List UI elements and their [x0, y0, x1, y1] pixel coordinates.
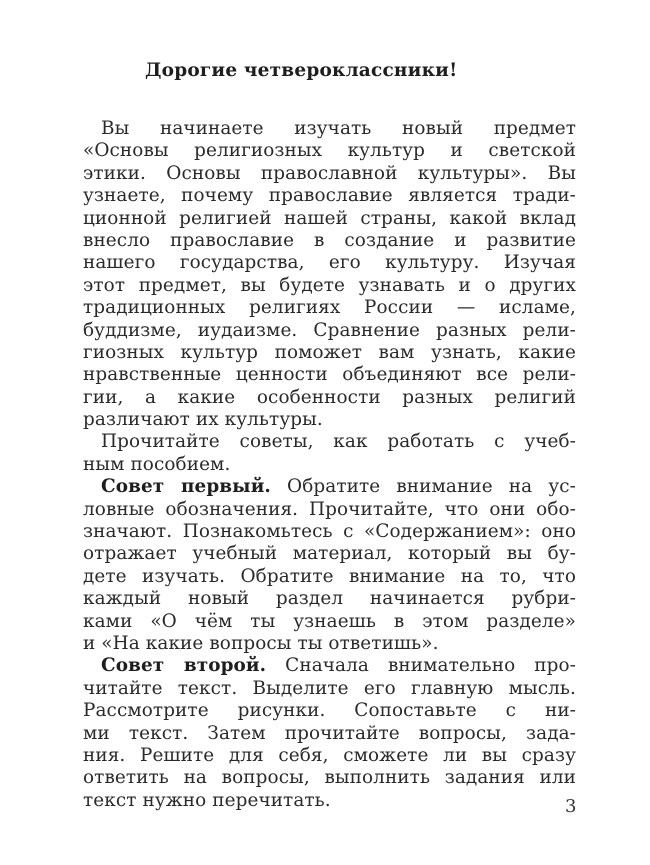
page-number: 3	[565, 796, 577, 817]
text-line: ным пособием.	[83, 453, 231, 475]
text-line: ловные обозначения. Прочитайте, что они обо-	[83, 498, 576, 520]
text-line: нашего государства, его культуру. Изучая	[83, 252, 576, 274]
text-line: значают. Познакомьтесь с «Содержанием»: оно	[83, 521, 576, 543]
text-line: различают их культуры.	[83, 409, 323, 431]
text-line: Вы начинаете изучать новый предмет	[101, 118, 576, 139]
text-line: ками «О чём ты узнаешь в этом разделе»	[83, 610, 576, 632]
advice-heading: Совет второй.	[101, 655, 267, 677]
text-line: ния. Решите для себя, сможете ли вы сразу	[83, 744, 576, 766]
text-line: традиционных религиях России — исламе,	[83, 297, 576, 319]
text-line: гиозных культур поможет вам узнать, какие	[83, 341, 576, 363]
text-line: «Основы религиозных культур и светской	[83, 140, 576, 162]
text-line: Рассмотрите рисунки. Сопоставьте с ни-	[83, 700, 576, 722]
text-line: каждый новый раздел начинается рубри-	[83, 588, 576, 610]
text-line: Прочитайте советы, как работать с учеб-	[101, 431, 576, 453]
text-line: этики. Основы православной культуры». Вы	[83, 162, 576, 184]
advice-first-line	[83, 476, 576, 498]
text-line: текст нужно перечитать.	[83, 789, 331, 811]
advice-heading: Совет первый.	[101, 476, 271, 498]
text-line: узнаете, почему православие является тради-	[83, 185, 576, 207]
body-text	[83, 118, 576, 812]
text-line: гии, а какие особенности разных религий	[83, 386, 576, 408]
text-fragment: Обратите внимание на ус-	[270, 476, 576, 498]
text-fragment: Сначала внимательно про-	[266, 655, 576, 677]
text-line: отражает учебный материал, который вы бу-	[83, 543, 576, 565]
text-line: буддизме, иудаизме. Сравнение разных рели-	[83, 319, 576, 341]
text-line: нравственные ценности объединяют все рели-	[83, 364, 576, 386]
text-line: ционной религией нашей страны, какой вклад	[83, 207, 576, 229]
text-line: ответить на вопросы, выполнить задания или	[83, 767, 576, 789]
text-line: внесло православие в создание и развитие	[83, 229, 576, 251]
text-line: читайте текст. Выделите его главную мысль.	[83, 677, 576, 699]
text-line: дете изучать. Обратите внимание на то, что	[83, 565, 576, 587]
advice-second-line	[83, 655, 576, 677]
page-title: Дорогие четвероклассники!	[145, 60, 458, 81]
text-line: и «На какие вопросы ты ответишь».	[83, 632, 439, 654]
text-line: этот предмет, вы будете узнавать и о других	[83, 274, 576, 296]
text-line: ми текст. Затем прочитайте вопросы, зада-	[83, 722, 576, 744]
